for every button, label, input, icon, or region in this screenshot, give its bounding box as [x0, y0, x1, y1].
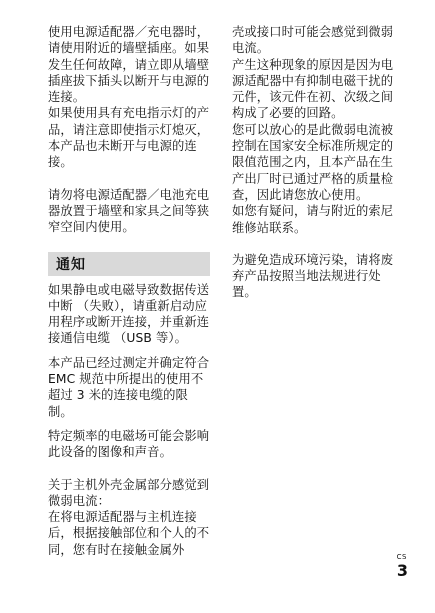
- notice-heading: [48, 252, 210, 276]
- paragraph-safety-standard: 您可以放心的是此微弱电流被控制在国家安全标准所规定的限值范围之内，且本产品在生产出厂时已通过严格的质量检查，因此请您放心使用。: [232, 122, 394, 202]
- page-number: 3: [396, 561, 408, 580]
- paragraph-power-adapter-outlet: 使用电源适配器／充电器时，请使用附近的墙壁插座。如果发生任何故障，请立即从墙壁插座拔下插头以断开与电源的连接。: [48, 25, 210, 105]
- paragraph-charge-indicator: 如果使用具有充电指示灯的产品，请注意即使指示灯熄灭，本产品也未断开与电源的连接。: [48, 106, 210, 170]
- paragraph-service-contact: 如您有疑问，请与附近的索尼维修站联系。: [232, 204, 394, 235]
- paragraph-metal-housing-heading: 关于主机外壳金属部分感觉到微弱电流：: [48, 477, 210, 508]
- language-code: CS: [396, 553, 407, 561]
- paragraph-electromagnetic-fields: 特定频率的电磁场可能会影响此设备的图像和声音。: [48, 428, 210, 460]
- paragraph-narrow-space-warning: 请勿将电源适配器／电池充电器放置于墙壁和家具之间等狭窄空间内使用。: [48, 187, 210, 235]
- notice-heading-text: 通知: [56, 256, 86, 273]
- paragraph-metal-housing-continued: 壳或接口时可能会感觉到微弱电流。: [232, 25, 394, 56]
- paragraph-static-interference: 如果静电或电磁导致数据传送中断 （失败），请重新启动应用程序或断开连接，并重新连接通信电缆 （USB 等）。: [48, 282, 210, 346]
- paragraph-metal-housing-body: 在将电源适配器与主机连接后，根据接触部位和个人的不同，您有时在接触金属外: [48, 510, 210, 557]
- right-column: [232, 24, 394, 301]
- paragraph-disposal: 为避免造成环境污染，请将废弃产品按照当地法规进行处置。: [232, 252, 394, 300]
- paragraph-emc-compliance: 本产品已经过测定并确定符合 EMC 规范中所提出的使用不超过 3 米的连接电缆的限制。: [48, 355, 210, 419]
- left-column: [48, 24, 210, 558]
- paragraph-emi-cause: 产生这种现象的原因是因为电源适配器中有抑制电磁干扰的元件，该元件在初、次级之间构成了必要的回路。: [232, 57, 394, 121]
